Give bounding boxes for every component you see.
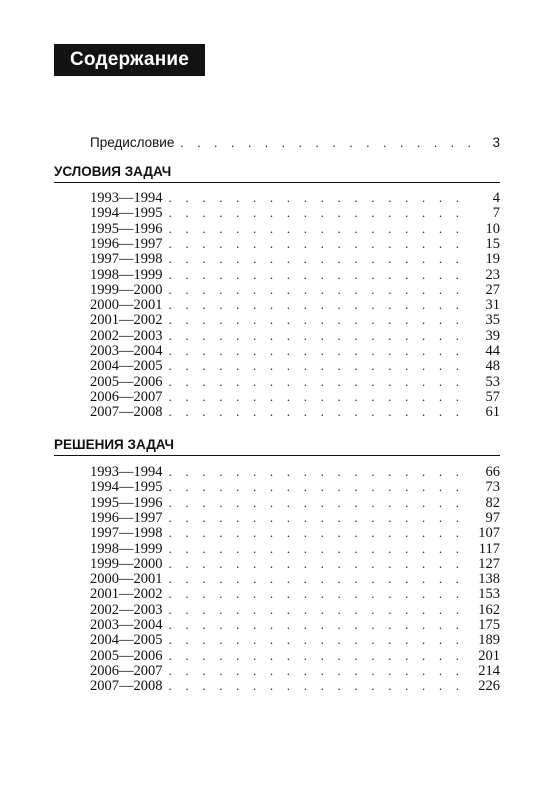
toc-entry[interactable] bbox=[90, 632, 500, 648]
toc-entry-label: 1993—1994 bbox=[90, 464, 163, 480]
toc-entry-label: 2002—2003 bbox=[90, 327, 163, 344]
toc-entry-page: 97 bbox=[485, 509, 500, 526]
toc-entry-page: 53 bbox=[485, 373, 500, 390]
toc-entry[interactable] bbox=[90, 541, 500, 557]
dot-leader bbox=[169, 267, 473, 283]
dot-leader bbox=[169, 328, 473, 344]
toc-entry-page: 73 bbox=[485, 479, 500, 496]
toc-entry-label: 2001—2002 bbox=[90, 312, 163, 329]
dot-leader bbox=[169, 190, 473, 206]
toc-entry-label: 1996—1997 bbox=[90, 509, 163, 526]
toc-entry-label: 2002—2003 bbox=[90, 601, 163, 618]
toc-entry[interactable] bbox=[90, 464, 500, 480]
toc-entry-page: 66 bbox=[485, 464, 500, 480]
toc-entry-page: 162 bbox=[478, 601, 500, 618]
toc-entry-page: 4 bbox=[492, 190, 500, 206]
toc-entry-page: 15 bbox=[485, 235, 500, 252]
toc-entry-page: 10 bbox=[485, 220, 500, 237]
toc-entry-page: 117 bbox=[478, 540, 500, 557]
dot-leader bbox=[169, 648, 473, 664]
toc-entry[interactable] bbox=[90, 312, 500, 328]
toc-entry-label: 2004—2005 bbox=[90, 358, 163, 375]
toc-entry-label: Предисловие bbox=[90, 135, 175, 150]
page-title: Содержание bbox=[54, 44, 205, 76]
dot-leader bbox=[169, 236, 473, 252]
toc-entry-page: 35 bbox=[485, 312, 500, 329]
dot-leader bbox=[169, 374, 473, 390]
toc-entry-label: 1993—1994 bbox=[90, 190, 163, 206]
toc-entry-label: 2007—2008 bbox=[90, 404, 163, 421]
dot-leader bbox=[169, 404, 473, 420]
toc-entry[interactable] bbox=[90, 678, 500, 694]
dot-leader bbox=[169, 617, 473, 633]
dot-leader bbox=[169, 495, 473, 511]
toc-entry-page: 226 bbox=[478, 678, 500, 695]
toc-entry[interactable] bbox=[90, 525, 500, 541]
toc-entry-label: 2005—2006 bbox=[90, 647, 163, 664]
toc-entry-label: 2004—2005 bbox=[90, 632, 163, 649]
toc-entry-page: 27 bbox=[485, 281, 500, 298]
toc-entry-page: 138 bbox=[478, 571, 500, 588]
dot-leader bbox=[169, 464, 473, 480]
toc-entry[interactable] bbox=[90, 282, 500, 298]
dot-leader bbox=[169, 343, 473, 359]
dot-leader bbox=[169, 586, 473, 602]
dot-leader bbox=[169, 221, 473, 237]
toc-entry[interactable] bbox=[90, 267, 500, 283]
toc-entry[interactable] bbox=[90, 190, 500, 206]
dot-leader bbox=[169, 525, 473, 541]
toc-entry-label: 2006—2007 bbox=[90, 388, 163, 405]
toc-entry-label: 2005—2006 bbox=[90, 373, 163, 390]
dot-leader bbox=[169, 556, 473, 572]
dot-leader bbox=[169, 632, 473, 648]
toc-entry-page: 19 bbox=[485, 251, 500, 268]
dot-leader bbox=[169, 571, 473, 587]
toc-entry[interactable] bbox=[90, 236, 500, 252]
toc-entry-page: 175 bbox=[478, 617, 500, 633]
toc-entry-label: 1996—1997 bbox=[90, 235, 163, 252]
toc-entry-label: 1999—2000 bbox=[90, 281, 163, 298]
toc-entry[interactable] bbox=[90, 358, 500, 374]
toc-entry-label: 2007—2008 bbox=[90, 678, 163, 695]
toc-entry-label: 1999—2000 bbox=[90, 555, 163, 572]
toc-entry-page: 39 bbox=[485, 327, 500, 344]
toc-entry-label: 2003—2004 bbox=[90, 343, 163, 359]
toc-entry-page: 201 bbox=[478, 647, 500, 664]
toc-entry[interactable] bbox=[90, 389, 500, 405]
toc-entry[interactable] bbox=[90, 617, 500, 633]
toc-entry[interactable] bbox=[90, 328, 500, 344]
dot-leader bbox=[169, 389, 473, 405]
toc-entry-label: 1994—1995 bbox=[90, 479, 163, 496]
toc-entry-page: 107 bbox=[478, 525, 500, 542]
toc-entry-page: 3 bbox=[492, 135, 500, 150]
toc-entry-page: 48 bbox=[485, 358, 500, 375]
toc-entry-label: 1995—1996 bbox=[90, 494, 163, 511]
toc-entry-page: 7 bbox=[492, 205, 500, 222]
toc-entry[interactable] bbox=[90, 648, 500, 664]
toc-entry[interactable] bbox=[90, 510, 500, 526]
dot-leader bbox=[169, 297, 473, 313]
dot-leader bbox=[169, 205, 473, 221]
toc-entry[interactable] bbox=[90, 404, 500, 420]
toc-entry[interactable] bbox=[90, 343, 500, 359]
toc-entry-page: 82 bbox=[485, 494, 500, 511]
dot-leader bbox=[169, 663, 473, 679]
toc-entry-label: 2000—2001 bbox=[90, 297, 163, 314]
toc-entry-label: 2003—2004 bbox=[90, 617, 163, 633]
toc-entry-label: 1997—1998 bbox=[90, 525, 163, 542]
toc-entry-page: 127 bbox=[478, 555, 500, 572]
toc-entry-label: 1998—1999 bbox=[90, 540, 163, 557]
toc-entry[interactable] bbox=[90, 556, 500, 572]
toc-entry[interactable] bbox=[90, 374, 500, 390]
toc-entry-page: 44 bbox=[485, 343, 500, 359]
toc-entry-page: 189 bbox=[478, 632, 500, 649]
toc-entry[interactable] bbox=[90, 205, 500, 221]
section-heading: УСЛОВИЯ ЗАДАЧ bbox=[54, 164, 500, 183]
dot-leader bbox=[169, 678, 473, 694]
toc-entry[interactable] bbox=[90, 479, 500, 495]
toc-entry[interactable] bbox=[90, 663, 500, 679]
toc-entry[interactable] bbox=[90, 602, 500, 618]
toc-entry-label: 1998—1999 bbox=[90, 266, 163, 283]
dot-leader bbox=[169, 479, 473, 495]
toc-entry[interactable] bbox=[90, 297, 500, 313]
dot-leader bbox=[169, 602, 473, 618]
toc-entry-page: 61 bbox=[485, 404, 500, 421]
toc-entry-page: 214 bbox=[478, 662, 500, 679]
toc-entry-preface[interactable] bbox=[90, 135, 500, 151]
toc-entry-label: 2001—2002 bbox=[90, 586, 163, 603]
dot-leader bbox=[180, 135, 472, 151]
toc-entry-label: 1994—1995 bbox=[90, 205, 163, 222]
dot-leader bbox=[169, 541, 473, 557]
toc-entry-page: 23 bbox=[485, 266, 500, 283]
toc-entry-label: 2006—2007 bbox=[90, 662, 163, 679]
toc-entry-page: 31 bbox=[485, 297, 500, 314]
toc-entry[interactable] bbox=[90, 571, 500, 587]
toc-entry-page: 153 bbox=[478, 586, 500, 603]
section-heading: РЕШЕНИЯ ЗАДАЧ bbox=[54, 437, 500, 456]
toc-entry[interactable] bbox=[90, 586, 500, 602]
toc-entry[interactable] bbox=[90, 495, 500, 511]
toc-entry[interactable] bbox=[90, 251, 500, 267]
dot-leader bbox=[169, 312, 473, 328]
toc-entry-label: 1995—1996 bbox=[90, 220, 163, 237]
dot-leader bbox=[169, 358, 473, 374]
dot-leader bbox=[169, 510, 473, 526]
toc-entry[interactable] bbox=[90, 221, 500, 237]
toc-entry-label: 2000—2001 bbox=[90, 571, 163, 588]
dot-leader bbox=[169, 282, 473, 298]
toc-entry-page: 57 bbox=[485, 388, 500, 405]
dot-leader bbox=[169, 251, 473, 267]
toc-entry-label: 1997—1998 bbox=[90, 251, 163, 268]
